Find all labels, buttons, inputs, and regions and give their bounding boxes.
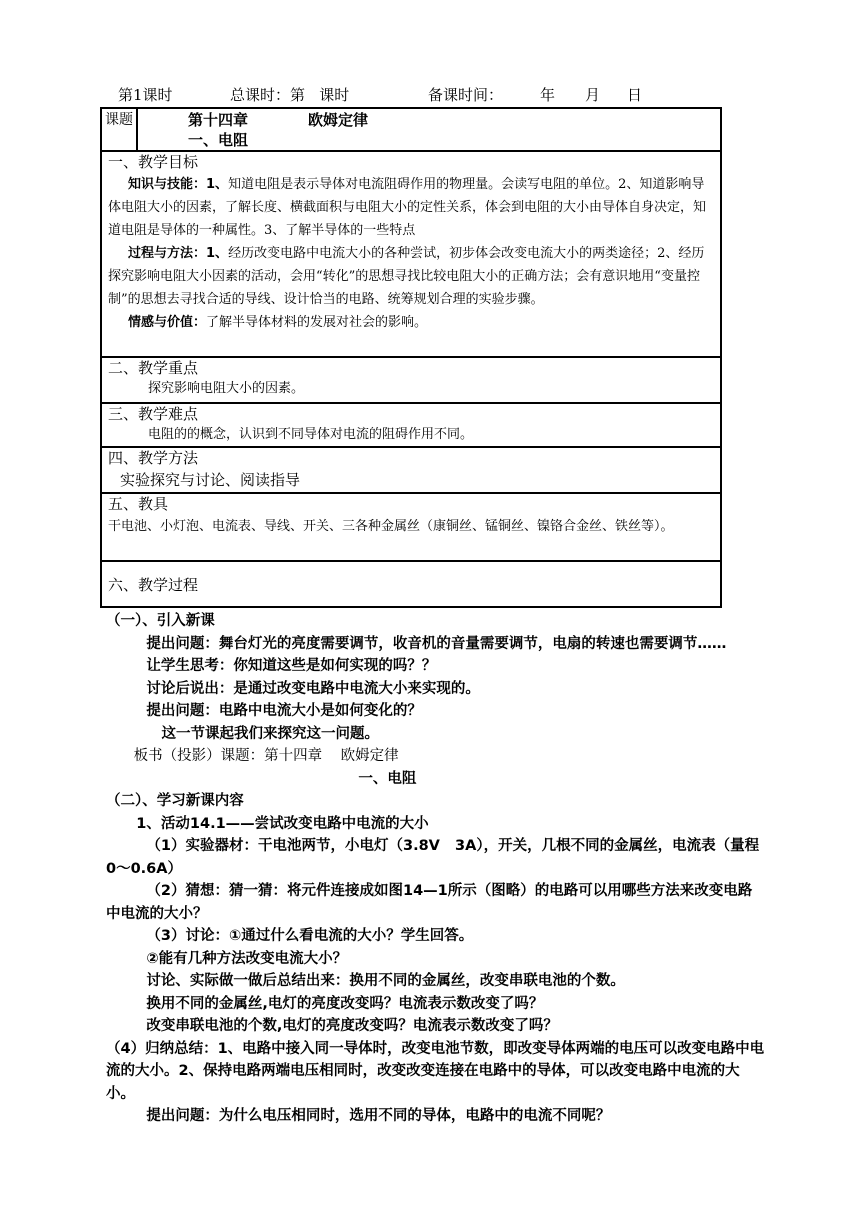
day-label: 日 — [627, 86, 643, 104]
paragraph: 提出问题：电路中电流大小是如何变化的？ — [106, 703, 422, 719]
paragraph: （4）归纳总结：1、电路中接入同一导体时，改变电池节数，即改变导体两端的电压可以改变电路中电流的大小。2、保持电路两端电压相同时，改变改变连接在电路中的导体，可以改变电路中电流的大小。 — [106, 1040, 765, 1102]
paragraph: 提出问题：舞台灯光的亮度需要调节，收音机的音量需要调节，电扇的转速也需要调节…… — [106, 635, 727, 652]
key-points-section — [101, 357, 721, 403]
total-lessons: 总课时：第 课时 — [230, 86, 350, 104]
paragraph: 提出问题：为什么电压相同时，选用不同的导体，电路中的电流不同呢？ — [106, 1108, 611, 1124]
lesson-body — [106, 610, 766, 1128]
lesson-plan-table — [100, 107, 722, 608]
paragraph: 换用不同的金属丝,电灯的亮度改变吗？电流表示数改变了吗？ — [106, 995, 544, 1012]
process-text: 经历改变电路中电流大小的各种尝试，初步体会改变电流大小的两类途径；2、经历探究影响电阻大小因素的活动，会用“转化”的思想寻找比较电阻大小的正确方法；会有意识地用“变量控制”的思想去寻找合适的导线、设计恰当的电路、统筹规划合理的实验步骤。 — [108, 246, 705, 307]
teaching-goals-section — [101, 151, 721, 357]
paragraph: 讨论、实际做一做后总结出来：换用不同的金属丝，改变串联电池的个数。 — [106, 973, 625, 989]
emotion-values — [108, 311, 720, 334]
methods-text: 实验探究与讨论、阅读指导 — [120, 471, 301, 489]
difficulties-title: 三、教学难点 — [108, 405, 199, 423]
section-title: 一、电阻 — [188, 131, 249, 149]
topic-cell — [137, 108, 721, 151]
paragraph: 让学生思考：你知道这些是如何实现的吗？？ — [106, 658, 437, 674]
month-label: 月 — [585, 86, 601, 104]
process-num: 1、 — [206, 246, 229, 261]
paragraph: （一）、引入新课 — [106, 613, 215, 629]
paragraph: （二）、学习新课内容 — [106, 793, 244, 809]
emotion-text: 了解半导体材料的发展对社会的影响。 — [206, 315, 428, 330]
paragraph: （3）讨论：①通过什么看电流的大小？学生回答。 — [106, 928, 474, 944]
paragraph: ②能有几种方法改变电流大小？ — [106, 950, 348, 967]
difficulties-text: 电阻的的概念，认识到不同导体对电流的阻碍作用不同。 — [148, 427, 474, 442]
paragraph: 这一节课起我们来探究这一问题。 — [106, 725, 380, 742]
paragraph: 板书（投影）课题：第十四章 欧姆定律 — [106, 748, 399, 764]
process-methods — [102, 242, 720, 311]
lesson-number: 第1课时 — [118, 86, 173, 104]
tools-section — [101, 493, 721, 561]
process-label: 过程与方法： — [128, 246, 207, 261]
chapter-title: 欧姆定律 — [308, 111, 369, 129]
paragraph: 一、电阻 — [106, 770, 417, 787]
key-points-text: 探究影响电阻大小的因素。 — [148, 381, 305, 396]
topic-label: 课题 — [101, 108, 137, 151]
paragraph: （1）实验器材：干电池两节，小电灯（3.8V 3A），开关，几根不同的金属丝，电流表（量程0～0.6A） — [106, 838, 760, 877]
year-label: 年 — [540, 86, 556, 104]
paragraph: 1、活动14.1——尝试改变电路中电流的大小 — [106, 815, 429, 832]
methods-section — [101, 447, 721, 493]
knowledge-num: 1、 — [206, 177, 229, 192]
process-section — [101, 561, 721, 607]
tools-text: 干电池、小灯泡、电流表、导线、开关、三各种金属丝（康铜丝、锰铜丝、镍铬合金丝、铁丝等）。 — [108, 519, 674, 534]
chapter-number: 第十四章 — [188, 111, 249, 129]
difficulties-section — [101, 403, 721, 447]
lesson-header — [118, 84, 642, 105]
goals-title: 一、教学目标 — [108, 153, 199, 171]
tools-title: 五、教具 — [108, 495, 169, 513]
methods-title: 四、教学方法 — [108, 449, 199, 467]
knowledge-label: 知识与技能： — [128, 177, 207, 192]
process-title: 六、教学过程 — [108, 575, 199, 594]
paragraph: 讨论后说出：是通过改变电路中电流大小来实现的。 — [106, 680, 480, 697]
paragraph: （2）猜想：猜一猜：将元件连接成如图14—1所示（图略）的电路可以用哪些方法来改变电路中电流的大小？ — [106, 883, 753, 922]
key-points-title: 二、教学重点 — [108, 359, 199, 377]
emotion-label: 情感与价值： — [128, 315, 207, 330]
knowledge-skills — [102, 173, 720, 242]
prep-time-label: 备课时间： — [428, 86, 504, 104]
knowledge-text: 知道电阻是表示导体对电流阻碍作用的物理量。会读写电阻的单位。2、知道影响导体电阻大小的因素，了解长度、横截面积与电阻大小的定性关系，体会到电阻的大小由导体自身决定，知道电阻是导体的一种属性。3、了解半导体的一些特点 — [108, 177, 707, 238]
paragraph: 改变串联电池的个数,电灯的亮度改变吗？电流表示数改变了吗？ — [106, 1018, 558, 1034]
